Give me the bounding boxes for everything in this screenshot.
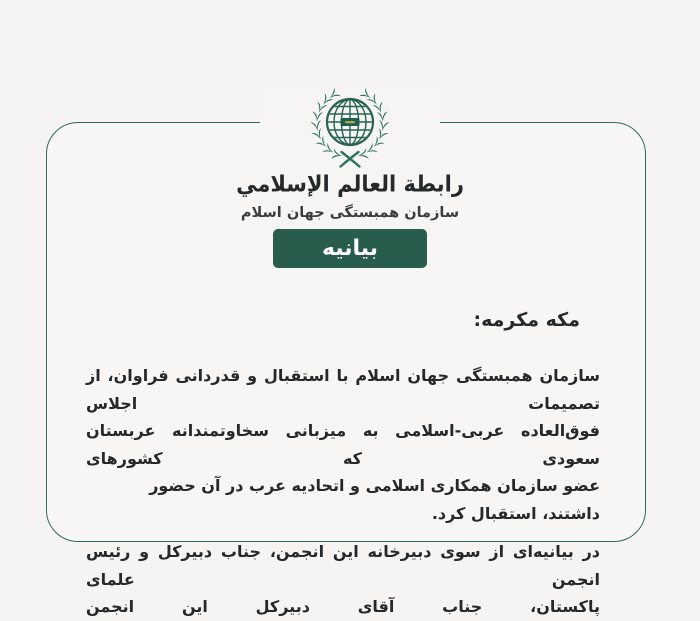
statement-banner-label: بیانیه (321, 236, 379, 261)
laurel-wreath-globe-icon (300, 86, 400, 172)
paragraph-line: فوق‌العاده عربی-اسلامی به میزبانی سخاوتمندانه عربستان سعودی که کشورهای (86, 421, 600, 468)
letterhead (236, 86, 464, 268)
org-name-persian: سازمان همبستگی جهان اسلام (240, 205, 460, 221)
paragraph-1 (86, 362, 600, 527)
org-name-arabic-calligraphy: رابطة العالم الإسلامي (236, 171, 464, 197)
statement-body (86, 306, 600, 621)
paragraph-line: در بیانیه‌ای از سوی دبیرخانه این انجمن، جناب دبیرکل و رئیس انجمن علمای (86, 542, 600, 589)
paragraph-line-cut: پاکستان، جناب آقای دبیرکل این انجمن (86, 597, 600, 616)
paragraph-line: عضو سازمان همکاری اسلامی و اتحادیه عرب در آن حضور داشتند، استقبال کرد. (149, 476, 600, 523)
place-heading: مکه مکرمه: (473, 309, 580, 331)
statement-banner (273, 229, 427, 268)
paragraph-line: سازمان همبستگی جهان اسلام با استقبال و قدردانی فراوان، از تصمیمات اجلاس (86, 366, 600, 413)
paragraph-2 (86, 538, 600, 621)
kaaba-band-icon (341, 118, 360, 126)
